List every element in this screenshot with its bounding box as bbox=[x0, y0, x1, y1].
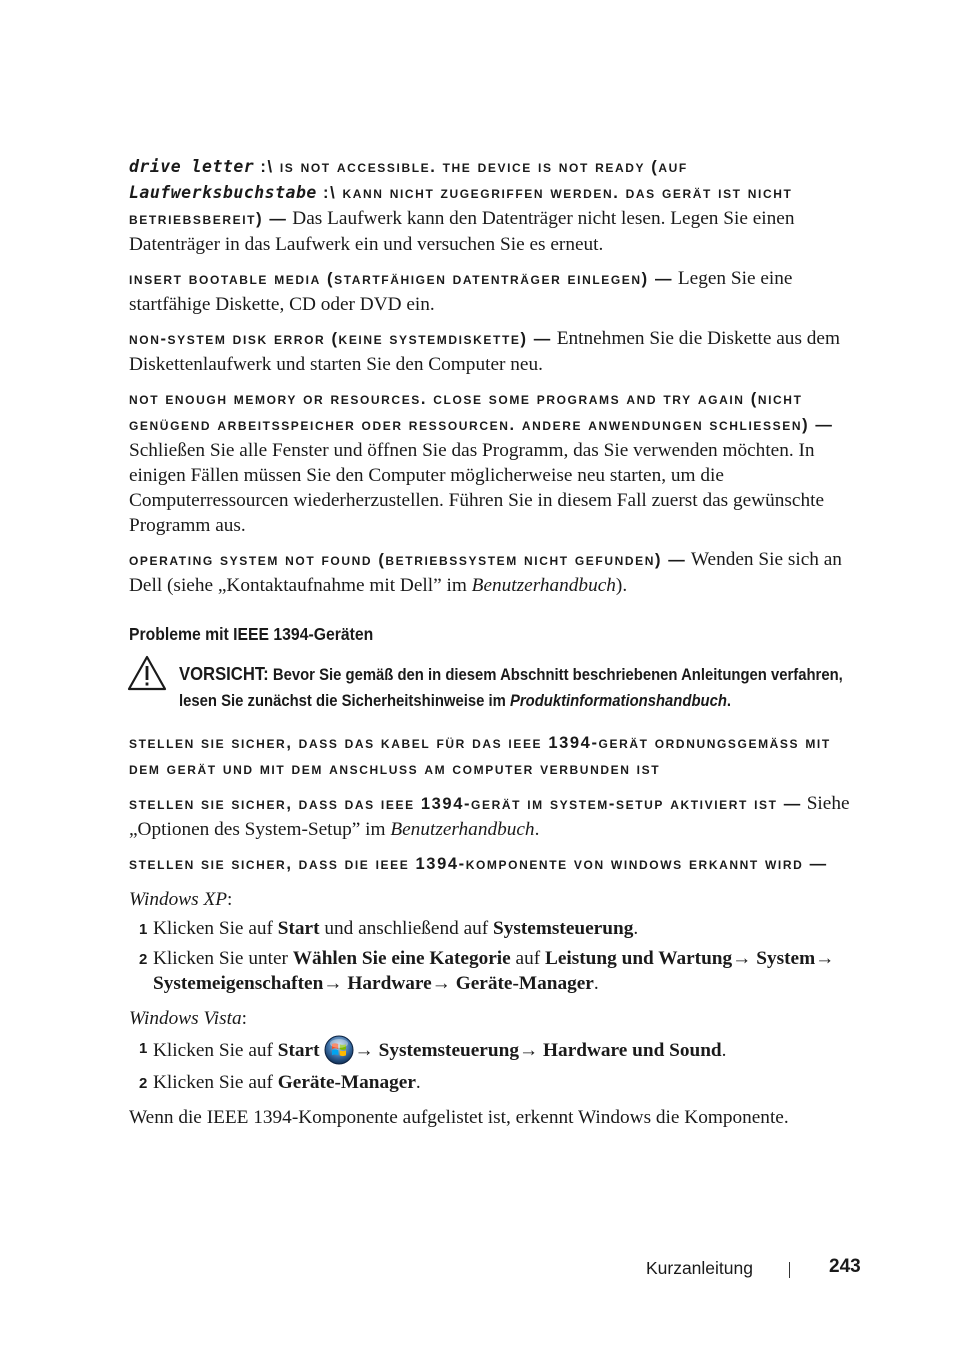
list-item: 2 Klicken Sie auf Geräte-Manager. bbox=[139, 1072, 421, 1093]
error-entry-not-enough-memory bbox=[129, 386, 856, 538]
section-title: Probleme mit IEEE 1394-Geräten bbox=[129, 624, 374, 644]
check-system-setup bbox=[129, 791, 856, 842]
error-description: Entnehmen Sie die Diskette aus dem Diskettenlaufwerk und starten Sie den Computer neu. bbox=[129, 328, 840, 375]
error-heading: non-system disk error (keine systemdiskette) — bbox=[129, 330, 552, 348]
check-heading: stellen sie sicher, dass das kabel für das ieee 1394-gerät ordnungsgemäss mit dem gerät und mit dem anschluss am computer verbunden ist bbox=[129, 734, 831, 778]
check-heading: stellen sie sicher, dass das ieee 1394-gerät im system-setup aktiviert ist — bbox=[129, 795, 802, 813]
error-entry-non-system-disk bbox=[129, 326, 856, 377]
check-cable bbox=[129, 730, 856, 782]
footer-label: Kurzanleitung bbox=[645, 1258, 753, 1278]
error-heading: drive letter :\ is not accessible. the device is not ready (auf Laufwerksbuchstabe :\ kann nicht zugegriffen werden. das gerät ist nicht betriebsbereit) — bbox=[129, 157, 793, 228]
caution-label: VORSICHT: bbox=[179, 663, 269, 684]
error-description: Wenden Sie sich an Dell (siehe „Kontaktaufnahme mit Dell” im Benutzerhandbuch). bbox=[129, 549, 842, 596]
windows-xp-steps bbox=[129, 916, 856, 996]
error-heading: not enough memory or resources. close some programs and try again (nicht genügend arbeitsspeicher oder ressourcen. andere anwendungen schliessen) — bbox=[129, 390, 834, 434]
closing-paragraph: Wenn die IEEE 1394-Komponente aufgelistet ist, erkennt Windows die Komponente. bbox=[129, 1107, 789, 1128]
check-description: Siehe „Optionen des System-Setup” im Benutzerhandbuch. bbox=[129, 793, 850, 840]
windows-vista-steps bbox=[129, 1035, 856, 1095]
check-windows-recognized bbox=[129, 851, 856, 877]
error-description: Legen Sie eine startfähige Diskette, CD oder DVD ein. bbox=[129, 268, 793, 315]
windows-vista-label: Windows Vista: bbox=[129, 1008, 248, 1029]
footer-divider bbox=[789, 1262, 790, 1278]
error-description: Das Laufwerk kann den Datenträger nicht lesen. Legen Sie einen Datenträger in das Laufwerk ein und versuchen Sie es erneut. bbox=[129, 208, 795, 255]
windows-start-icon bbox=[324, 1035, 354, 1065]
windows-xp-label: Windows XP: bbox=[129, 889, 233, 910]
list-item: 2 Klicken Sie unter Wählen Sie eine Kategorie auf Leistung und Wartung→ System→ Systemeigenschaften→ Hardware→ Geräte-Manager. bbox=[139, 948, 835, 994]
error-heading: operating system not found (betriebssystem nicht gefunden) — bbox=[129, 551, 687, 569]
caution-text: VORSICHT: Bevor Sie gemäß den in diesem Abschnitt beschriebenen Anleitungen verfahren, lesen Sie zunächst die Sicherheitshinweise im Produktinformationshandbuch. bbox=[179, 663, 843, 710]
error-entry-drive-letter bbox=[129, 154, 856, 257]
error-heading: insert bootable media (startfähigen datenträger einlegen) — bbox=[129, 270, 674, 288]
error-entry-insert-bootable-media bbox=[129, 266, 856, 317]
page-number: 243 bbox=[829, 1256, 861, 1277]
error-entry-os-not-found bbox=[129, 547, 856, 598]
list-item: 1 Klicken Sie auf Start → Systemsteuerung→ Hardware und Sound. bbox=[129, 1035, 856, 1065]
page-content bbox=[129, 154, 856, 1134]
page-footer bbox=[0, 1256, 954, 1282]
error-description: Schließen Sie alle Fenster und öffnen Sie das Programm, das Sie verwenden möchten. In einigen Fällen müssen Sie den Computer möglicherweise neu starten, um die Computerressourcen wiederherzustellen. Führen Sie in diesem Fall zuerst das gewünschte Programm aus. bbox=[129, 440, 825, 536]
list-item: 1 Klicken Sie auf Start und anschließend auf Systemsteuerung. bbox=[139, 918, 639, 939]
warning-triangle-icon bbox=[127, 655, 167, 691]
caution-notice bbox=[129, 661, 856, 714]
check-heading: stellen sie sicher, dass die ieee 1394-komponente von windows erkannt wird — bbox=[129, 855, 828, 873]
